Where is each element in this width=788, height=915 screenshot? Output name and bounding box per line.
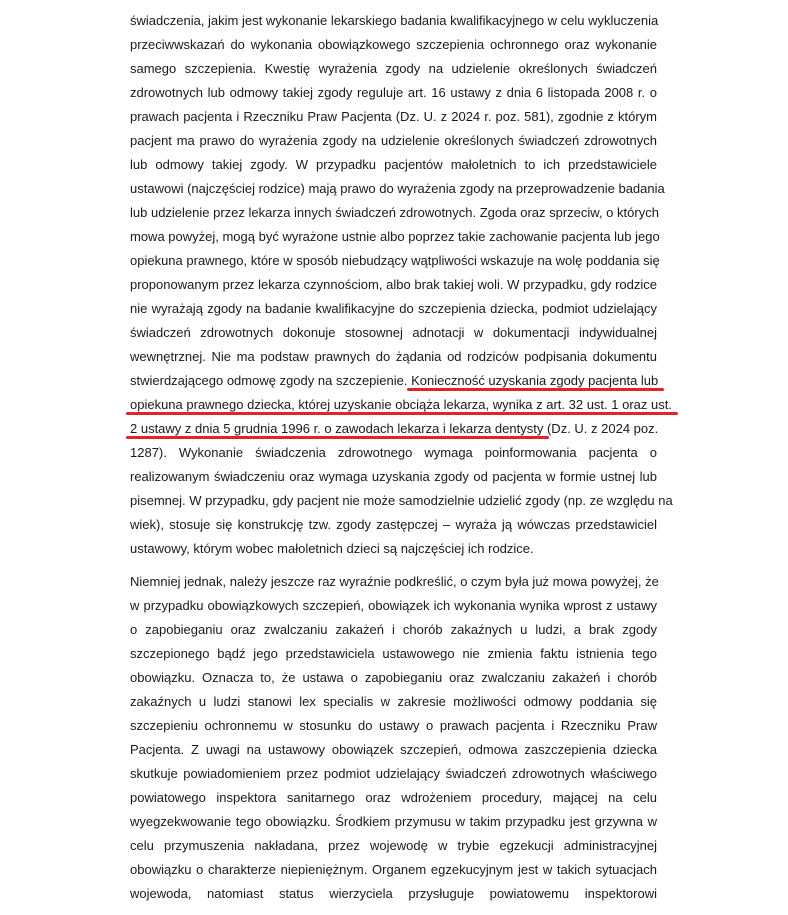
underlined-text: Konieczność uzyskania zgody pacjenta lub	[411, 373, 659, 388]
text-segment: realizowanym świadczeniu oraz wymaga uzyskania zgody od pacjenta w formie ustnej lub	[130, 469, 657, 484]
text-line	[130, 33, 657, 57]
text-segment: Niemniej jednak, należy jeszcze raz wyraźnie podkreślić, o czym była już mowa powyżej, że	[130, 574, 659, 589]
document-body	[130, 9, 673, 915]
text-segment: zakaźnych u ludzi stanowi lex specialis w zakresie możliwości odmowy poddania się	[130, 694, 657, 709]
text-segment: pacjent ma prawo do wyrażenia zgody na udzielenie określonych świadczeń zdrowotnych	[130, 133, 657, 148]
text-segment: samego szczepienia. Kwestię wyrażenia zgody na udzielenie określonych świadczeń	[130, 61, 657, 76]
text-line	[130, 570, 657, 594]
underlined-text: opiekuna prawnego dziecka, której uzyskanie obciąża lekarza, wynika z art. 32 ust. 1 oraz ust.	[130, 397, 672, 412]
text-segment: wojewoda, natomiast status wierzyciela przysługuje powiatowemu inspektorowi	[130, 886, 657, 901]
text-line	[130, 57, 657, 81]
text-segment: obowiązku o charakterze niepieniężnym. Organem egzekucyjnym jest w takich sytuacjach	[130, 862, 657, 877]
text-line	[130, 417, 657, 441]
text-line	[130, 273, 657, 297]
text-line	[130, 666, 657, 690]
text-segment: o zapobieganiu oraz zwalczaniu zakażeń i chorób zakaźnych u ludzi, a brak zgody	[130, 622, 657, 637]
text-segment: skutkuje powiadomieniem przez podmiot udzielający świadczeń zdrowotnych właściwego	[130, 766, 657, 781]
text-segment: stwierdzającego odmowę zgody na szczepienie.	[130, 373, 412, 388]
text-segment: szczepieniu ochronnemu w stosunku do ustawy o prawach pacjenta i Rzeczniku Praw	[130, 718, 657, 733]
text-segment: Pacjenta. Z uwagi na ustawowy obowiązek szczepień, odmowa zaszczepienia dziecka	[130, 742, 657, 757]
text-segment: świadczenia, jakim jest wykonanie lekarskiego badania kwalifikacyjnego w celu wykluczenia	[130, 13, 659, 28]
text-segment: wiek), stosuje się konstrukcję tzw. zgody zastępczej – wyraża ją wówczas przedstawiciel	[130, 517, 657, 532]
text-segment: obowiązku. Oznacza to, że ustawa o zapobieganiu oraz zwalczaniu zakażeń i chorób	[130, 670, 657, 685]
text-segment: wewnętrznej. Nie ma podstaw prawnych do żądania od rodziców podpisania dokumentu	[130, 349, 657, 364]
text-line	[130, 297, 657, 321]
text-segment: prawach pacjenta i Rzeczniku Praw Pacjenta (Dz. U. z 2024 r. poz. 581), zgodnie z którym	[130, 109, 657, 124]
text-line	[130, 201, 657, 225]
text-line	[130, 393, 672, 417]
text-segment: zdrowotnych lub odmowy takiej zgody reguluje art. 16 ustawy z dnia 6 listopada 2008 r. o	[130, 85, 657, 100]
paragraph	[130, 570, 657, 906]
text-segment: 1287). Wykonanie świadczenia zdrowotnego wymaga poinformowania pacjenta o	[130, 445, 657, 460]
text-segment: mowa powyżej, mogą być wyrażone ustnie albo poprzez takie zachowanie pacjenta lub jego	[130, 229, 660, 244]
text-segment: powiatowego inspektora sanitarnego oraz wdrożeniem procedury, mającej na celu	[130, 790, 657, 805]
text-line	[130, 858, 657, 882]
text-segment: przeciwwskazań do wykonania obowiązkowego szczepienia ochronnego oraz wykonanie	[130, 37, 657, 52]
text-line	[130, 690, 657, 714]
text-segment: świadczeń zdrowotnych dokonuje stosownej adnotacji w dokumentacji indywidualnej	[130, 325, 657, 340]
text-line	[130, 345, 657, 369]
text-line	[130, 9, 657, 33]
text-line	[130, 465, 657, 489]
text-line	[130, 105, 657, 129]
text-line	[130, 129, 657, 153]
text-line	[130, 177, 665, 201]
text-line	[130, 81, 657, 105]
text-segment: proponowanym przez lekarza czynnościom, albo brak takiej woli. W przypadku, gdy rodzice	[130, 277, 657, 292]
text-segment: w przypadku obowiązkowych szczepień, obowiązek ich wykonania wynika wprost z ustawy	[130, 598, 657, 613]
text-line	[130, 810, 657, 834]
text-line	[130, 786, 657, 810]
text-line	[130, 441, 657, 465]
text-segment: ustawowi (najczęściej rodzice) mają prawo do wyrażenia zgody na przeprowadzenie badania	[130, 181, 665, 196]
text-segment: (Dz. U. z 2024 poz.	[543, 421, 659, 436]
text-line	[130, 594, 657, 618]
text-line	[130, 762, 657, 786]
text-line	[130, 153, 657, 177]
text-segment: celu przymuszenia nakładana, przez wojewodę w trybie egzekucji administracyjnej	[130, 838, 657, 853]
text-line	[130, 642, 657, 666]
text-segment: lub udzielenie przez lekarza innych świadczeń zdrowotnych. Zgoda oraz sprzeciw, o których	[130, 205, 659, 220]
text-line	[130, 513, 657, 537]
text-line	[130, 369, 657, 393]
text-line	[130, 714, 657, 738]
text-segment: lub odmowy takiej zgody. W przypadku pacjentów małoletnich to ich przedstawiciele	[130, 157, 657, 172]
text-line	[130, 618, 657, 642]
text-line	[130, 834, 657, 858]
text-segment: opiekuna prawnego, które w sposób niebudzący wątpliwości wskazuje na wolę poddania się	[130, 253, 660, 268]
text-segment: szczepionego bądź jego przedstawiciela ustawowego nie zmienia faktu istnienia tego	[130, 646, 657, 661]
text-line	[130, 489, 673, 513]
underlined-text: 2 ustawy z dnia 5 grudnia 1996 r. o zawodach lekarza i lekarza dentysty	[130, 421, 544, 436]
paragraph	[130, 9, 673, 561]
text-line	[130, 738, 657, 762]
text-line	[130, 321, 657, 345]
text-line	[130, 225, 660, 249]
text-line	[130, 882, 657, 906]
text-segment: wyegzekwowanie tego obowiązku. Środkiem przymusu w takim przypadku jest grzywna w	[130, 814, 657, 829]
text-segment: ustawowy, którym wobec małoletnich dzieci są najczęściej ich rodzice.	[130, 541, 534, 556]
text-line	[130, 249, 660, 273]
text-line	[130, 537, 657, 561]
text-segment: pisemnej. W przypadku, gdy pacjent nie może samodzielnie udzielić zgody (np. ze względu na	[130, 493, 673, 508]
text-segment: nie wyrażają zgody na badanie kwalifikacyjne do szczepienia dziecka, podmiot udzielający	[130, 301, 657, 316]
